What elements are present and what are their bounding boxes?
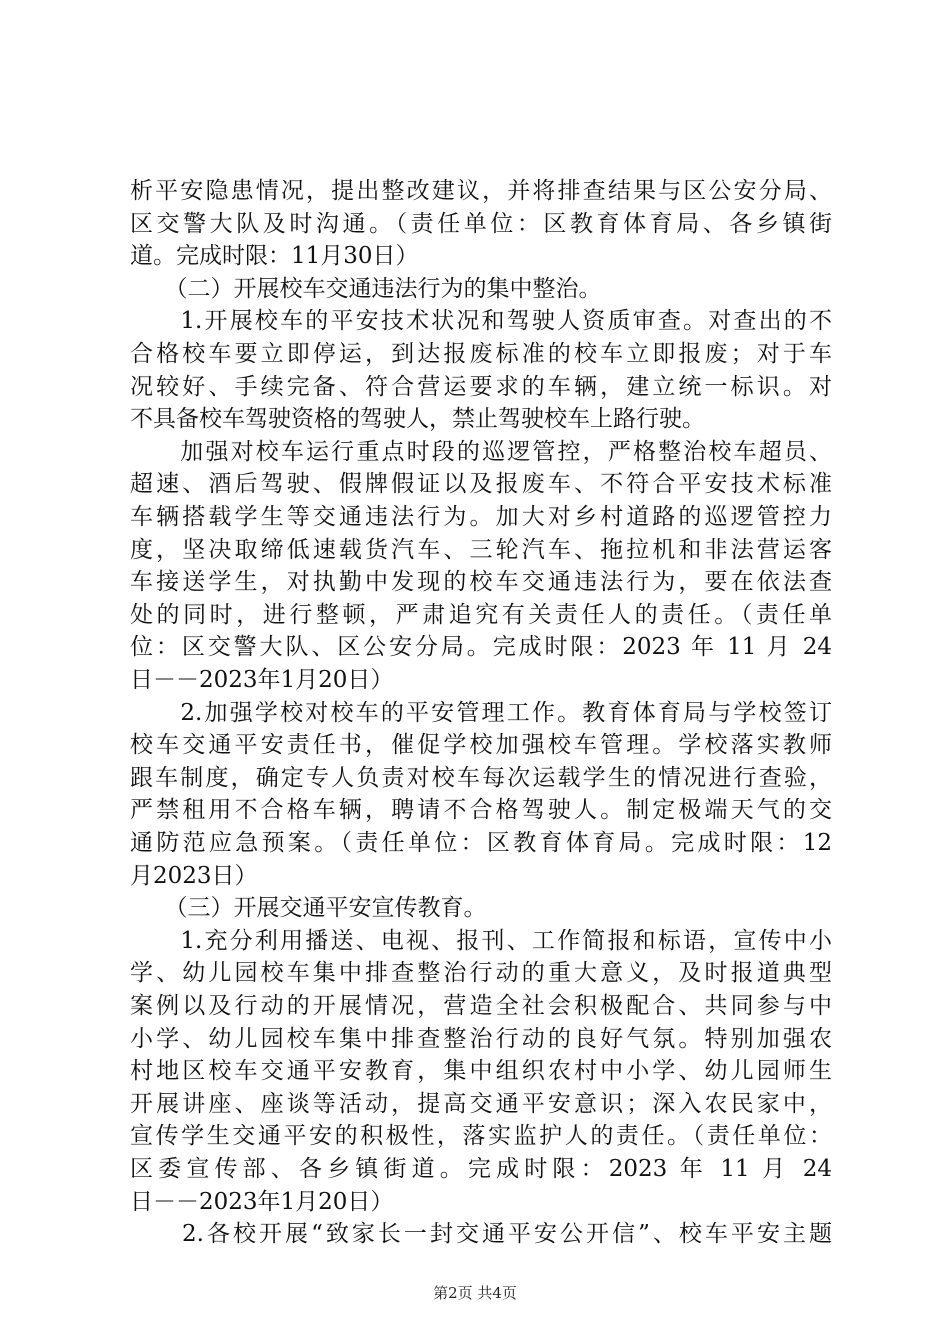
text-line: 位：区交警大队、区公安分局。完成时限：2023 年 11 月 24 — [130, 634, 832, 661]
text-line: 村地区校车交通平安教育，集中组织农村中小学、幼儿园师生 — [130, 1058, 832, 1085]
text-line: 跟车制度，确定专人负责对校车每次运载学生的情况进行查验， — [130, 764, 832, 791]
text-line: 案例以及行动的开展情况，营造全社会积极配合、共同参与中 — [130, 993, 832, 1019]
page-footer: 第2页 共4页 — [433, 1284, 517, 1302]
text-line: 1.开展校车的平安技术状况和驾驶人资质审查。对查出的不 — [130, 308, 832, 335]
text-line: 况较好、手续完备、符合营运要求的车辆，建立统一标识。对 — [130, 373, 832, 400]
text-line: （二）开展校车交通违法行为的集中整治。 — [130, 275, 602, 302]
text-line: 车接送学生，对执勤中发现的校车交通违法行为，要在依法查 — [130, 569, 832, 596]
text-line: 度，坚决取缔低速载货汽车、三轮汽车、拖拉机和非法营运客 — [130, 536, 832, 563]
text-line: 超速、酒后驾驶、假牌假证以及报废车、不符合平安技术标准 — [130, 471, 832, 498]
text-line: 学、幼儿园校车集中排查整治行动的重大意义，及时报道典型 — [130, 960, 832, 987]
text-line: 车辆搭载学生等交通违法行为。加大对乡村道路的巡逻管控力 — [130, 504, 832, 530]
text-line: 日－－2023年1月20日） — [130, 667, 394, 693]
text-line: 合格校车要立即停运，到达报废标准的校车立即报废；对于车 — [130, 341, 832, 367]
text-line: 1.充分利用播送、电视、报刊、工作简报和标语，宣传中小 — [130, 927, 832, 954]
text-line: 校车交通平安责任书，催促学校加强校车管理。学校落实教师 — [130, 732, 832, 759]
text-line: 小学、幼儿园校车集中排查整治行动的良好气氛。特别加强农 — [130, 1025, 832, 1052]
text-line: 道。完成时限：11月30日） — [130, 243, 419, 270]
text-line: 处的同时，进行整顿，严肃追究有关责任人的责任。（责任单 — [130, 601, 832, 628]
text-line: 严禁租用不合格车辆，聘请不合格驾驶人。制定极端天气的交 — [130, 797, 832, 824]
text-line: 2.各校开展“致家长一封交通平安公开信”、校车平安主题 — [130, 1221, 832, 1248]
text-line: 月2023日） — [130, 862, 258, 889]
text-line: 区委宣传部、各乡镇街道。完成时限：2023 年 11 月 24 — [130, 1156, 832, 1182]
text-line: （三）开展交通平安宣传教育。 — [130, 895, 487, 922]
text-line: 通防范应急预案。（责任单位：区教育体育局。完成时限：12 — [130, 830, 832, 856]
text-line: 区交警大队及时沟通。（责任单位：区教育体育局、各乡镇街 — [130, 210, 832, 237]
text-line: 加强对校车运行重点时段的巡逻管控，严格整治校车超员、 — [130, 438, 832, 465]
text-line: 宣传学生交通平安的积极性，落实监护人的责任。（责任单位： — [130, 1123, 832, 1150]
text-line: 2.加强学校对校车的平安管理工作。教育体育局与学校签订 — [130, 699, 832, 726]
text-line: 日－－2023年1月20日） — [130, 1188, 394, 1215]
text-line: 析平安隐患情况，提出整改建议，并将排查结果与区公安分局、 — [130, 178, 832, 204]
text-line: 开展讲座、座谈等活动，提高交通平安意识；深入农民家中， — [130, 1090, 832, 1117]
text-line: 不具备校车驾驶资格的驾驶人，禁止驾驶校车上路行驶。 — [130, 406, 705, 433]
